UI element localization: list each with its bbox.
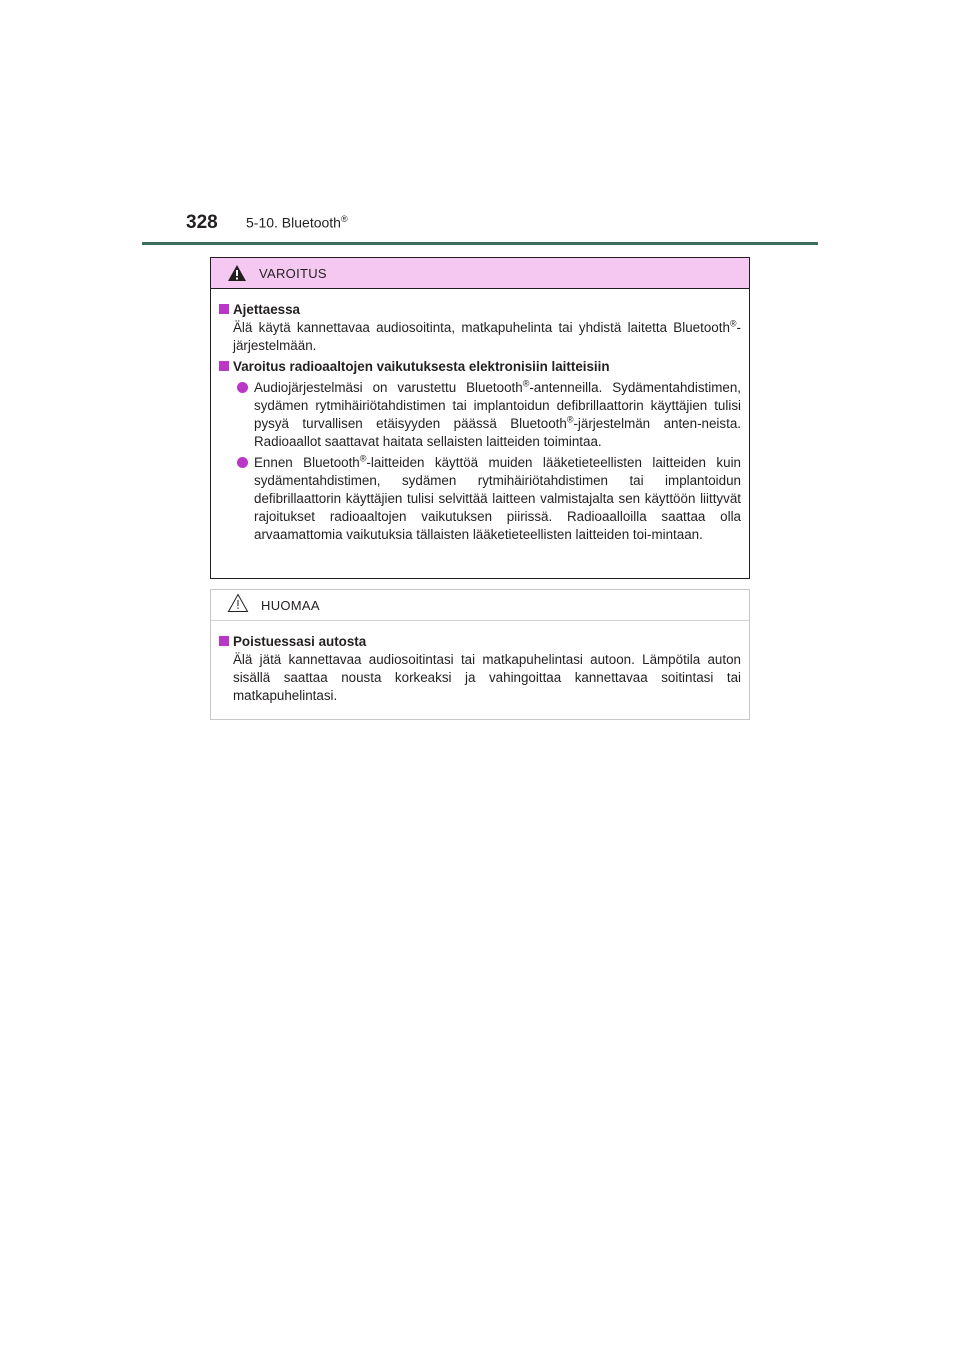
section-heading-text: Varoitus radioaaltojen vaikutuksesta elektronisiin laitteisiin: [233, 359, 610, 374]
section-heading-text: Ajettaessa: [233, 302, 300, 317]
round-bullet-icon: [237, 382, 248, 393]
section-heading-text: Poistuessasi autosta: [233, 634, 367, 649]
section-title: [246, 214, 348, 231]
caution-triangle-icon: [227, 593, 249, 618]
list-item: [219, 379, 741, 451]
notice-header: [211, 590, 749, 621]
notice-body: [211, 621, 749, 705]
warning-body: [211, 289, 749, 544]
warning-header: [211, 258, 749, 289]
list-item-text: [254, 454, 741, 544]
section-paragraph: [219, 319, 741, 355]
list-item-text: [254, 379, 741, 451]
paragraph-text: Älä käytä kannettavaa audiosoitinta, matkapuhelinta tai yhdistä laitetta Bluetooth: [233, 320, 730, 335]
text-part: Ennen Bluetooth: [254, 455, 360, 470]
warning-label: VAROITUS: [259, 265, 327, 281]
registered-mark: ®: [359, 453, 367, 464]
square-bullet-icon: [219, 361, 229, 371]
section-paragraph: Älä jätä kannettavaa audiosoitintasi tai matkapuhelintasi autoon. Lämpötila auton sisällä saattaa nousta korkeaksi ja vahingoittaa kannettavaa soitintasi tai matkapuhelintasi.: [233, 652, 741, 703]
registered-mark: ®: [566, 414, 574, 425]
paragraph-text: -järjestelmään.: [233, 320, 741, 353]
text-part: -laitteiden käyttöä muiden lääketieteellisten laitteiden kuin sydämentahdistimen, sydämen rytmihäiriötahdistimen tai implantoidun defibrillaattorin käyttäjien tulisi selvittää laitteen valmistajalta sen käyttöön liittyvät rajoitukset radioaaltojen vaikutuksen piirissä. Radioaalloilla saattaa olla arvaamattomia vaikutuksia tällaisten lääketieteellisten laitteiden toi-mintaan.: [254, 455, 741, 542]
square-bullet-icon: [219, 636, 229, 646]
warning-triangle-icon: [227, 264, 247, 282]
square-bullet-icon: [219, 304, 229, 314]
page-header: [186, 212, 348, 242]
list-item: [219, 454, 741, 544]
text-part: -järjestelmän anten-neista. Radioaallot saattavat haitata sellaisten laitteiden toimintaa.: [254, 416, 741, 449]
section-heading: [219, 633, 741, 651]
registered-mark: ®: [729, 318, 737, 329]
registered-mark: ®: [340, 214, 348, 225]
section-title-text: 5-10. Bluetooth: [246, 215, 341, 231]
text-part: -antenneilla. Sydämentahdistimen, sydämen rytmihäiriötahdistimen tai implantoidun defibrillaattorin käyttäjien tulisi pysyä turvallisen etäisyyden päässä Bluetooth: [254, 380, 741, 431]
page-number: 328: [186, 212, 218, 233]
section-heading: [219, 358, 741, 376]
text-part: Audiojärjestelmäsi on varustettu Bluetooth: [254, 380, 523, 395]
round-bullet-icon: [237, 457, 248, 468]
notice-label: HUOMAA: [261, 597, 320, 613]
registered-mark: ®: [522, 378, 530, 389]
warning-box: [210, 257, 750, 579]
header-rule: [142, 242, 818, 245]
section-heading: [219, 301, 741, 319]
notice-box: [210, 589, 750, 720]
